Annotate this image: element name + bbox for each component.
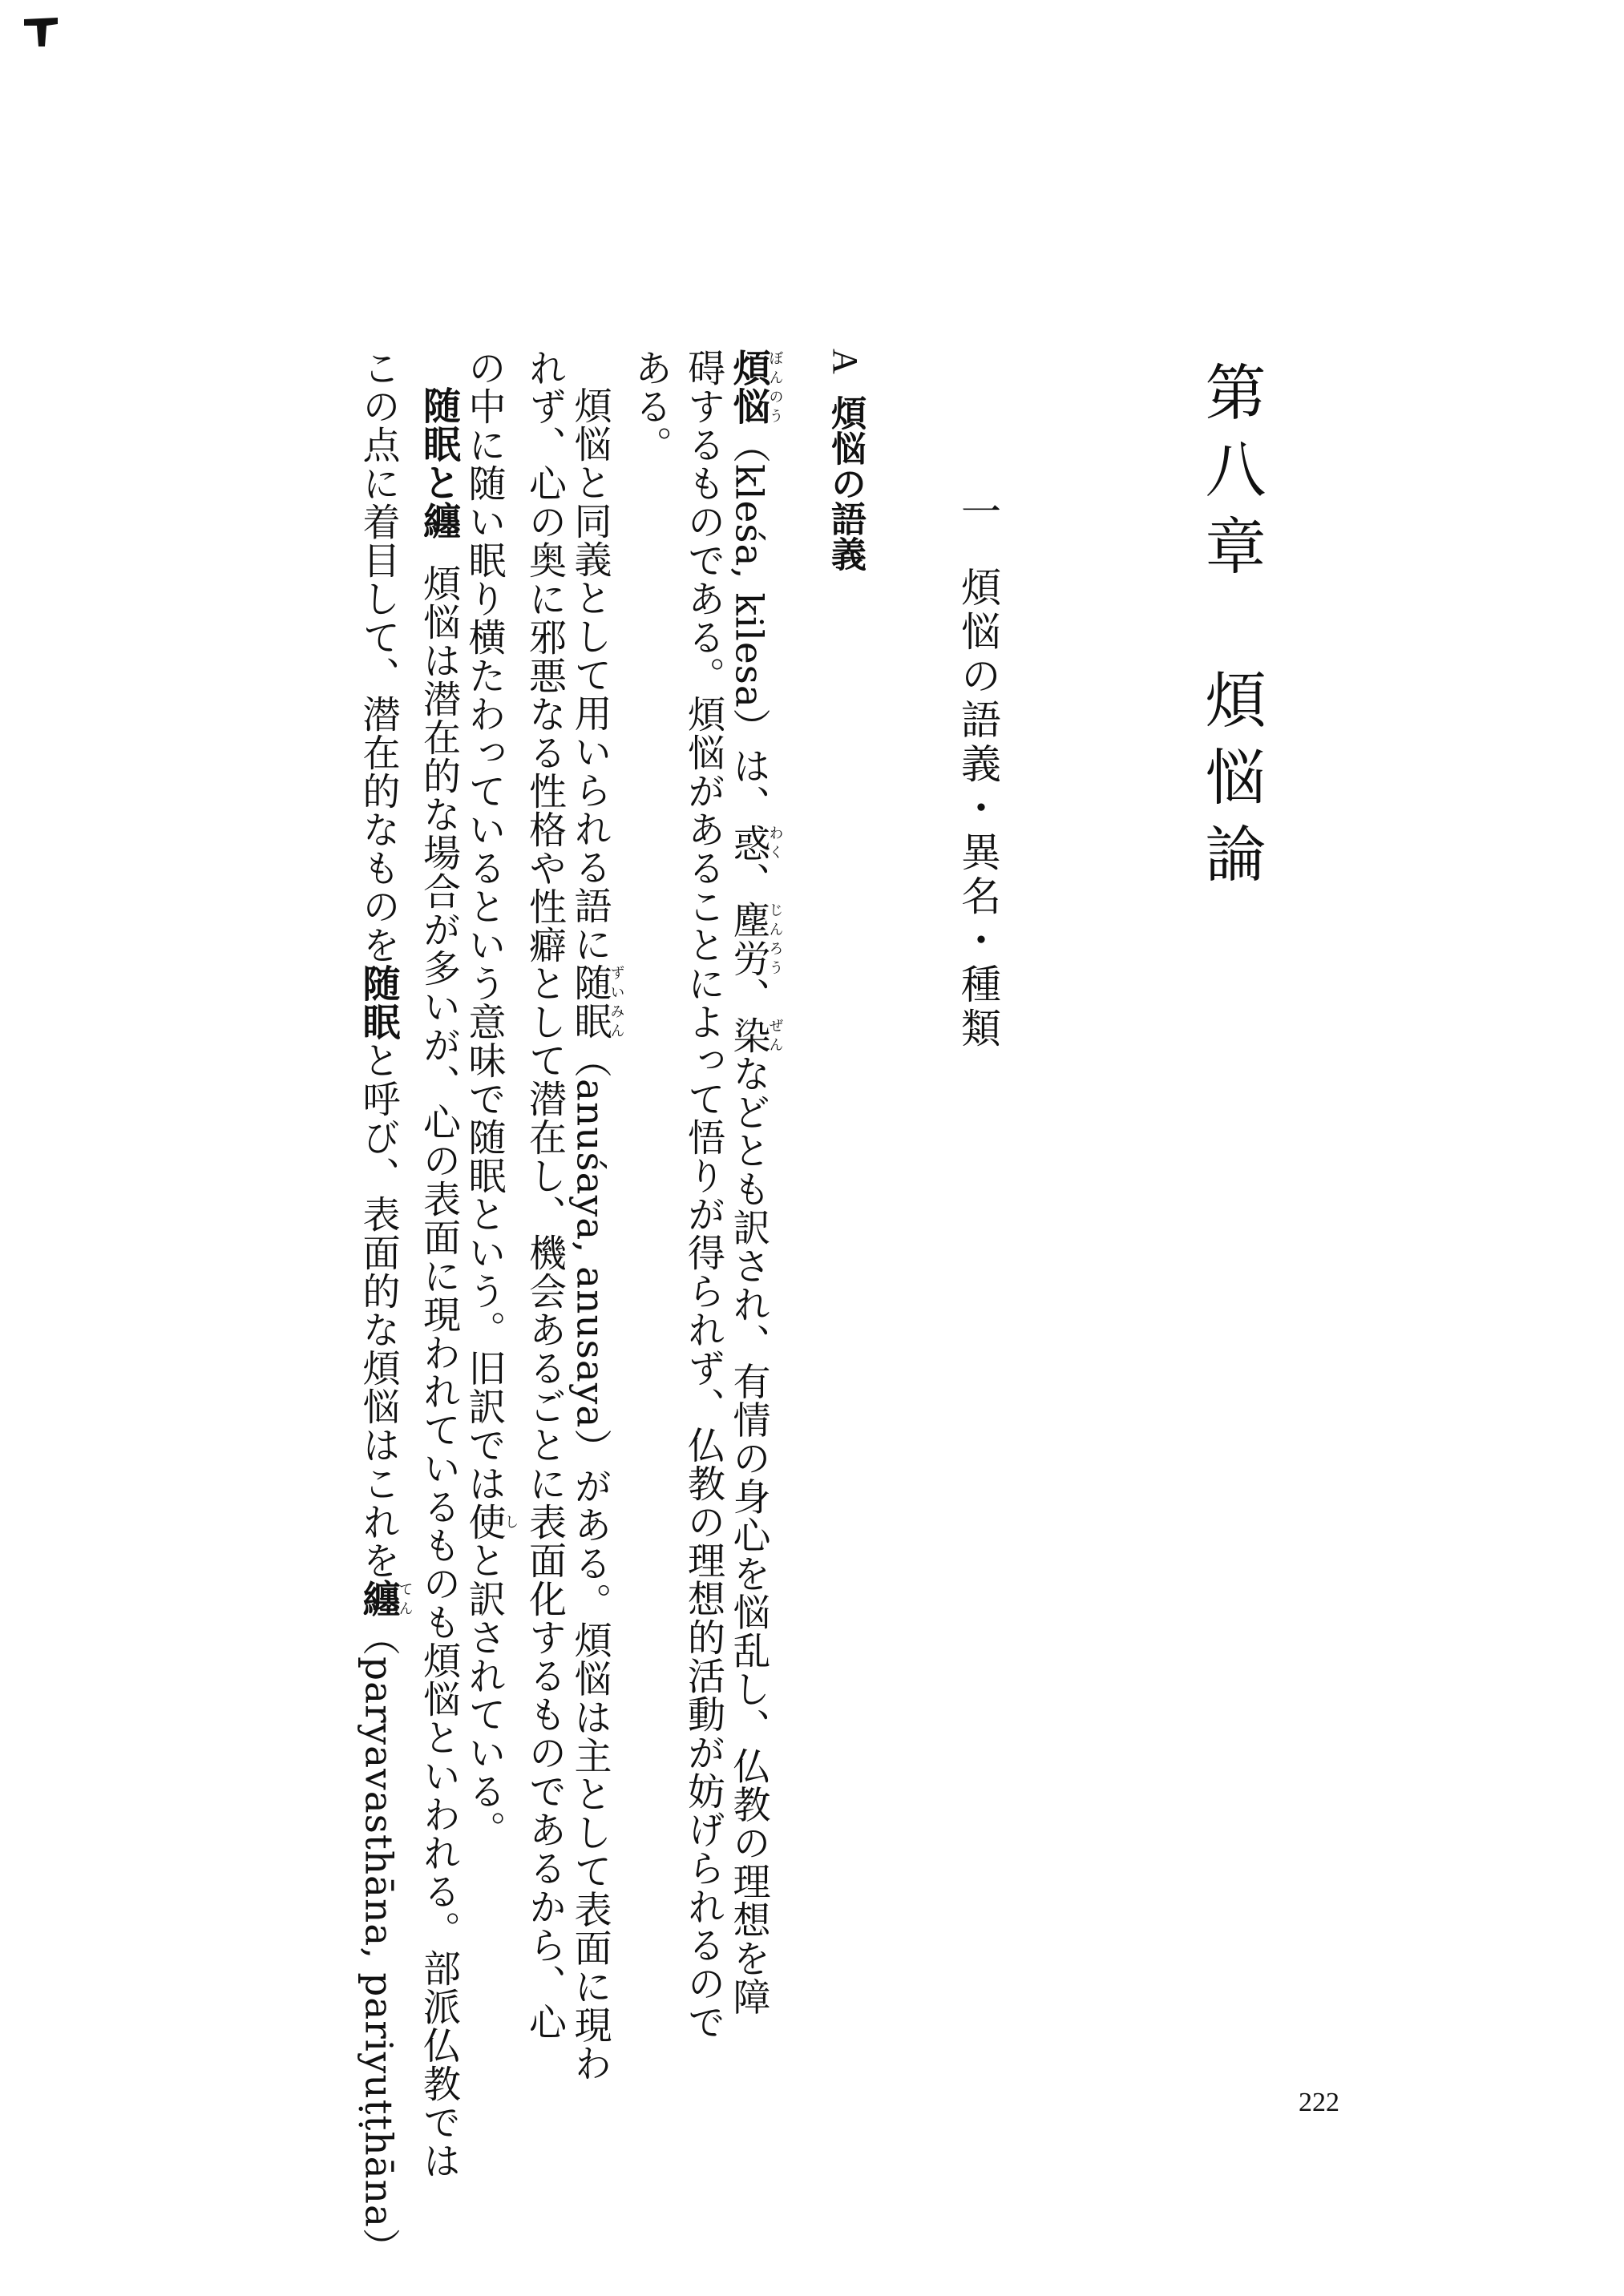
ruby-shi: 使し	[462, 1503, 519, 1541]
ruby-ten: 纏てん	[356, 1580, 414, 1618]
body-line: 碍するものである。煩悩があることによって悟りが得られず、仏教の理想的活動が妨げられるので	[681, 349, 725, 2041]
section-heading	[949, 490, 1007, 1051]
ruby-waku: 惑わく	[726, 823, 784, 862]
body-line: れず、心の奥に邪悪なる性格や性癖として潜在し、機会あるごとに表面化するものであるから、心	[523, 349, 567, 2041]
body-line: の中に随い眠り横たわっているという意味で随眠という。旧訳では使しと訳されている。	[462, 349, 519, 1849]
page-number: 222	[1299, 2088, 1339, 2117]
section-title: 煩悩の語義・異名・種類	[955, 567, 1001, 1051]
body-line: 随眠と纏煩悩は潜在的な場合が多いが、心の表面に現われているものも煩悩といわれる。部派仏教では	[417, 386, 461, 2180]
ruby-zuimin: 随眠ずいみん	[568, 963, 625, 1040]
run-in-heading: 随眠と纏	[417, 386, 461, 540]
ruby-zen: 染ぜん	[726, 1015, 784, 1055]
corner-mark-icon	[22, 16, 59, 48]
section-number: 一	[955, 490, 1001, 535]
subsection-letter: A	[826, 349, 865, 374]
chapter-title: 第八章 煩悩論	[1195, 361, 1266, 899]
body-line: この点に着目して、潜在的なものを随眠と呼び、表面的な煩悩はこれを纏てん（paryavasthāna, pariyuṭṭhāna）	[356, 349, 414, 2266]
ruby-jinro: 塵労じんろう	[726, 900, 784, 978]
body-line: ある。	[628, 349, 673, 464]
subsection-heading	[819, 349, 871, 571]
subsection-title: 煩悩の語義	[825, 394, 866, 571]
body-line: 煩悩と同義として用いられる語に随眠ずいみん（anuśaya, anusaya）がある。煩悩は主として表面に現わ	[568, 386, 625, 2083]
term-bonno: 煩悩ぼんのう	[726, 349, 784, 426]
body-line: 煩悩ぼんのう（kleśa, kilesa）は、惑わく、塵労じんろう、染ぜんなどとも訳され、有情の身心を悩乱し、仏教の理想を障	[726, 349, 784, 2016]
